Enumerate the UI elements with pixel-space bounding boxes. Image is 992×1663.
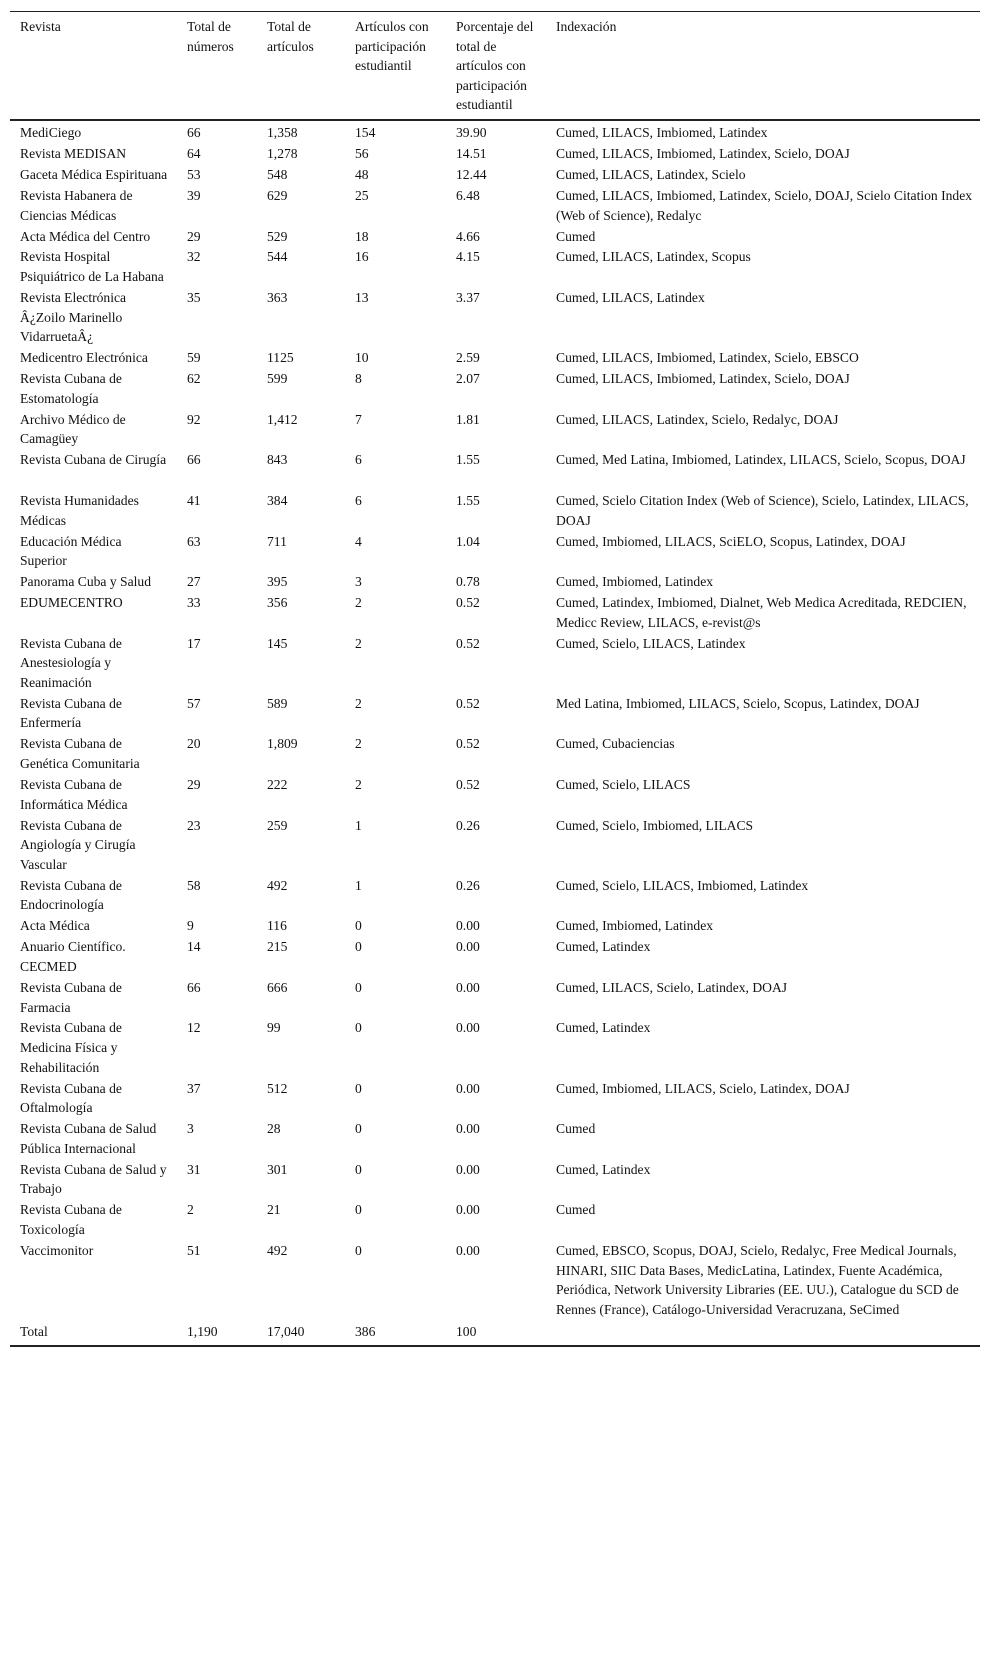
table-row <box>10 186 980 227</box>
cell-total-numeros: 29 <box>187 777 201 793</box>
table-row <box>10 369 980 410</box>
cell-revista: Revista Humanidades Médicas <box>20 492 139 528</box>
cell-total-numeros: 3 <box>187 1121 194 1137</box>
cell-articulos-participacion: 25 <box>355 187 369 203</box>
table-row <box>10 120 980 144</box>
cell-indexacion: Cumed, Med Latina, Imbiomed, Latindex, LILACS, Scielo, Scopus, DOAJ <box>556 452 966 468</box>
cell-articulos-participacion: 2 <box>355 635 362 651</box>
cell-revista: Revista Cubana de Enfermería <box>20 695 122 731</box>
cell-porcentaje: 0.26 <box>456 817 480 833</box>
cell-total-numeros: 35 <box>187 290 201 306</box>
cell-total-numeros: 58 <box>187 877 201 893</box>
cell-articulos-participacion: 0 <box>355 1080 362 1096</box>
cell-indexacion: Cumed, LILACS, Latindex, Scopus <box>556 249 751 265</box>
cell-porcentaje: 1.81 <box>456 411 480 427</box>
cell-total-numeros: 27 <box>187 574 201 590</box>
cell-articulos-participacion: 18 <box>355 228 369 244</box>
cell-indexacion: Cumed, Latindex <box>556 939 651 955</box>
cell-indexacion: Cumed, Imbiomed, Latindex <box>556 574 714 590</box>
table-body <box>10 120 980 1321</box>
cell-total-numeros: 92 <box>187 411 201 427</box>
cell-revista: Revista Cubana de Farmacia <box>20 979 122 1015</box>
table-header <box>10 12 980 120</box>
cell-revista: Revista Cubana de Salud Pública Internacional <box>20 1121 157 1156</box>
cell-total-articulos: 529 <box>267 228 288 244</box>
cell-total-articulos: 356 <box>267 595 288 611</box>
table-row <box>10 450 980 491</box>
cell-indexacion: Cumed, Scielo, LILACS, Latindex <box>556 635 746 651</box>
cell-articulos-participacion: 3 <box>355 574 362 590</box>
cell-total-numeros: 12 <box>187 1020 201 1036</box>
cell-total-articulos: 1,358 <box>267 124 298 140</box>
table-row <box>10 775 980 816</box>
cell-indexacion: Cumed, Latindex, Imbiomed, Dialnet, Web Medica Acreditada, REDCIEN, Medicc Review, LILACS, e-revist@s <box>556 595 967 630</box>
cell-indexacion: Cumed <box>556 228 596 244</box>
cell-total-numeros: 32 <box>187 249 201 265</box>
cell-total-numeros: 64 <box>187 145 201 161</box>
cell-indexacion: Cumed, LILACS, Latindex <box>556 290 705 306</box>
cell-revista: Revista Cubana de Cirugía <box>20 452 167 468</box>
cell-total-articulos: 711 <box>267 533 287 549</box>
cell-total-numeros: 63 <box>187 533 201 549</box>
header-articulos-participacion: Artículos con participación estudiantil <box>345 12 446 120</box>
cell-articulos-participacion: 1 <box>355 817 362 833</box>
cell-revista: Acta Médica <box>20 918 90 934</box>
table-row <box>10 1079 980 1120</box>
table-row <box>10 227 980 248</box>
cell-indexacion: Cumed, Cubaciencias <box>556 736 675 752</box>
cell-total-numeros: 51 <box>187 1242 201 1258</box>
header-indexacion: Indexación <box>546 12 980 120</box>
cell-revista: Revista Cubana de Salud y Trabajo <box>20 1161 167 1197</box>
cell-porcentaje: 3.37 <box>456 290 480 306</box>
cell-total-articulos: 28 <box>267 1121 281 1137</box>
cell-total-numeros: 66 <box>187 124 201 140</box>
cell-indexacion: Cumed, Imbiomed, LILACS, SciELO, Scopus, Latindex, DOAJ <box>556 533 906 549</box>
cell-total-articulos: 116 <box>267 918 287 934</box>
cell-articulos-participacion: 0 <box>355 979 362 995</box>
cell-total-numeros: 59 <box>187 350 201 366</box>
cell-total-articulos: 215 <box>267 939 288 955</box>
cell-porcentaje: 1.55 <box>456 452 480 468</box>
total-row <box>10 1321 980 1347</box>
cell-total-numeros: 41 <box>187 492 201 508</box>
cell-indexacion: Cumed, LILACS, Scielo, Latindex, DOAJ <box>556 979 788 995</box>
cell-porcentaje: 0.00 <box>456 1202 480 1218</box>
cell-porcentaje: 0.00 <box>456 939 480 955</box>
table-row <box>10 1018 980 1078</box>
cell-total-articulos: 599 <box>267 371 288 387</box>
table-row <box>10 1241 980 1321</box>
total-participacion: 386 <box>345 1321 446 1347</box>
table-row <box>10 491 980 532</box>
table-row <box>10 165 980 186</box>
cell-total-numeros: 37 <box>187 1080 201 1096</box>
cell-porcentaje: 1.55 <box>456 492 480 508</box>
cell-total-numeros: 23 <box>187 817 201 833</box>
cell-total-articulos: 145 <box>267 635 288 651</box>
cell-indexacion: Cumed, LILACS, Latindex, Scielo, Redalyc, DOAJ <box>556 411 839 427</box>
table-row <box>10 816 980 876</box>
cell-revista: Revista Cubana de Medicina Física y Rehabilitación <box>20 1020 122 1075</box>
journals-table <box>10 11 980 1347</box>
cell-porcentaje: 14.51 <box>456 145 487 161</box>
cell-total-articulos: 492 <box>267 1242 288 1258</box>
cell-articulos-participacion: 6 <box>355 452 362 468</box>
cell-revista: EDUMECENTRO <box>20 595 123 611</box>
cell-total-numeros: 53 <box>187 166 201 182</box>
cell-articulos-participacion: 48 <box>355 166 369 182</box>
cell-revista: Revista MEDISAN <box>20 145 127 161</box>
cell-articulos-participacion: 6 <box>355 492 362 508</box>
cell-porcentaje: 0.52 <box>456 736 480 752</box>
cell-total-articulos: 395 <box>267 574 288 590</box>
cell-total-numeros: 2 <box>187 1202 194 1218</box>
cell-porcentaje: 12.44 <box>456 166 487 182</box>
total-articulos: 17,040 <box>257 1321 345 1347</box>
cell-revista: Acta Médica del Centro <box>20 228 151 244</box>
cell-porcentaje: 0.52 <box>456 777 480 793</box>
cell-revista: Revista Cubana de Endocrinología <box>20 877 122 913</box>
cell-indexacion: Cumed, LILACS, Imbiomed, Latindex <box>556 124 768 140</box>
cell-articulos-participacion: 2 <box>355 777 362 793</box>
cell-articulos-participacion: 13 <box>355 290 369 306</box>
cell-indexacion: Cumed, LILACS, Imbiomed, Latindex, Scielo, DOAJ, Scielo Citation Index (Web of Science), Redalyc <box>556 187 973 223</box>
table-row <box>10 734 980 775</box>
cell-total-numeros: 66 <box>187 979 201 995</box>
table-row <box>10 634 980 694</box>
table-row <box>10 247 980 288</box>
cell-revista: MediCiego <box>20 124 82 140</box>
cell-revista: Vaccimonitor <box>20 1242 94 1258</box>
cell-total-articulos: 548 <box>267 166 288 182</box>
cell-total-numeros: 57 <box>187 695 201 711</box>
header-total-articulos: Total de artículos <box>257 12 345 120</box>
cell-porcentaje: 2.59 <box>456 350 480 366</box>
cell-total-numeros: 39 <box>187 187 201 203</box>
total-porcentaje: 100 <box>446 1321 546 1347</box>
cell-porcentaje: 0.78 <box>456 574 480 590</box>
cell-articulos-participacion: 0 <box>355 1202 362 1218</box>
cell-revista: Revista Cubana de Toxicología <box>20 1202 122 1237</box>
cell-articulos-participacion: 2 <box>355 595 362 611</box>
cell-porcentaje: 39.90 <box>456 124 487 140</box>
cell-indexacion: Cumed, Imbiomed, Latindex <box>556 918 714 934</box>
cell-revista: Panorama Cuba y Salud <box>20 574 152 590</box>
cell-indexacion: Cumed, Imbiomed, LILACS, Scielo, Latindex, DOAJ <box>556 1080 850 1096</box>
cell-articulos-participacion: 0 <box>355 939 362 955</box>
cell-articulos-participacion: 56 <box>355 145 369 161</box>
cell-total-articulos: 1125 <box>267 350 294 366</box>
cell-porcentaje: 0.26 <box>456 877 480 893</box>
table-row <box>10 1160 980 1201</box>
cell-articulos-participacion: 0 <box>355 1242 362 1258</box>
cell-indexacion: Cumed, Latindex <box>556 1161 651 1177</box>
cell-articulos-participacion: 2 <box>355 736 362 752</box>
header-total-numeros: Total de números <box>177 12 257 120</box>
cell-porcentaje: 0.52 <box>456 595 480 611</box>
cell-porcentaje: 0.00 <box>456 1242 480 1258</box>
table-row <box>10 978 980 1019</box>
cell-porcentaje: 0.52 <box>456 695 480 711</box>
cell-total-articulos: 1,412 <box>267 411 298 427</box>
cell-indexacion: Cumed, Latindex <box>556 1020 651 1036</box>
table-footer <box>10 1321 980 1347</box>
table-row <box>10 593 980 634</box>
cell-total-articulos: 1,278 <box>267 145 298 161</box>
cell-indexacion: Med Latina, Imbiomed, LILACS, Scielo, Scopus, Latindex, DOAJ <box>556 695 920 711</box>
cell-indexacion: Cumed, EBSCO, Scopus, DOAJ, Scielo, Redalyc, Free Medical Journals, HINARI, SIIC Data Bases, MedicLatina, Latindex, Fuente Académica, Periódica, Network University Libraries (EE. UU.), Catalogue du SCD de Rennes (France), Catálogo-Universidad Veracruzana, SeCimed <box>556 1242 959 1317</box>
table-row <box>10 937 980 978</box>
cell-revista: Anuario Científico. CECMED <box>20 939 126 974</box>
table-row <box>10 876 980 917</box>
cell-total-numeros: 20 <box>187 736 201 752</box>
cell-indexacion: Cumed, Scielo, LILACS, Imbiomed, Latindex <box>556 877 809 893</box>
cell-revista: Revista Cubana de Genética Comunitaria <box>20 736 140 772</box>
cell-articulos-participacion: 0 <box>355 918 362 934</box>
header-row <box>10 12 980 120</box>
cell-total-numeros: 31 <box>187 1161 201 1177</box>
cell-porcentaje: 0.00 <box>456 1020 480 1036</box>
cell-total-articulos: 363 <box>267 290 288 306</box>
cell-revista: Medicentro Electrónica <box>20 350 148 366</box>
cell-total-numeros: 14 <box>187 939 201 955</box>
cell-total-numeros: 33 <box>187 595 201 611</box>
cell-total-articulos: 259 <box>267 817 288 833</box>
cell-revista: Revista Habanera de Ciencias Médicas <box>20 187 133 223</box>
cell-total-articulos: 1,809 <box>267 736 298 752</box>
cell-total-numeros: 66 <box>187 452 201 468</box>
cell-total-articulos: 666 <box>267 979 288 995</box>
cell-indexacion: Cumed, LILACS, Imbiomed, Latindex, Scielo, EBSCO <box>556 350 859 366</box>
cell-revista: Revista Electrónica Â¿Zoilo Marinello VidarruetaÂ¿ <box>20 290 127 345</box>
cell-revista: Educación Médica Superior <box>20 533 122 569</box>
table-row <box>10 916 980 937</box>
cell-indexacion: Cumed <box>556 1121 596 1137</box>
cell-total-articulos: 629 <box>267 187 288 203</box>
cell-porcentaje: 0.00 <box>456 918 480 934</box>
cell-articulos-participacion: 0 <box>355 1161 362 1177</box>
cell-articulos-participacion: 4 <box>355 533 362 549</box>
cell-porcentaje: 2.07 <box>456 371 480 387</box>
cell-porcentaje: 0.00 <box>456 979 480 995</box>
total-numeros: 1,190 <box>177 1321 257 1347</box>
cell-porcentaje: 0.00 <box>456 1080 480 1096</box>
table-row <box>10 532 980 573</box>
cell-total-articulos: 589 <box>267 695 288 711</box>
cell-total-articulos: 512 <box>267 1080 288 1096</box>
cell-porcentaje: 0.52 <box>456 635 480 651</box>
cell-porcentaje: 0.00 <box>456 1161 480 1177</box>
cell-revista: Revista Hospital Psiquiátrico de La Habana <box>20 249 164 285</box>
table-row <box>10 410 980 451</box>
cell-articulos-participacion: 7 <box>355 411 362 427</box>
cell-total-articulos: 384 <box>267 492 288 508</box>
table-row <box>10 1200 980 1241</box>
cell-articulos-participacion: 0 <box>355 1020 362 1036</box>
cell-total-articulos: 99 <box>267 1020 281 1036</box>
table-row <box>10 288 980 348</box>
cell-revista: Gaceta Médica Espirituana <box>20 166 168 182</box>
cell-indexacion: Cumed, Scielo, LILACS <box>556 777 691 793</box>
cell-total-articulos: 222 <box>267 777 288 793</box>
cell-revista: Revista Cubana de Anestesiología y Reanimación <box>20 635 122 690</box>
cell-articulos-participacion: 10 <box>355 350 369 366</box>
cell-total-numeros: 62 <box>187 371 201 387</box>
cell-articulos-participacion: 154 <box>355 124 376 140</box>
cell-indexacion: Cumed <box>556 1202 596 1218</box>
cell-revista: Revista Cubana de Estomatología <box>20 371 122 406</box>
table-row <box>10 694 980 735</box>
cell-total-numeros: 17 <box>187 635 201 651</box>
cell-total-articulos: 492 <box>267 877 288 893</box>
cell-indexacion: Cumed, LILACS, Imbiomed, Latindex, Scielo, DOAJ <box>556 145 850 161</box>
total-indexacion <box>546 1321 980 1347</box>
table-row <box>10 572 980 593</box>
cell-articulos-participacion: 0 <box>355 1121 362 1137</box>
table-row <box>10 144 980 165</box>
cell-revista: Revista Cubana de Oftalmología <box>20 1080 122 1116</box>
cell-porcentaje: 0.00 <box>456 1121 480 1137</box>
cell-total-articulos: 544 <box>267 249 288 265</box>
cell-indexacion: Cumed, Scielo Citation Index (Web of Science), Scielo, Latindex, LILACS, DOAJ <box>556 492 969 528</box>
cell-porcentaje: 4.66 <box>456 228 480 244</box>
cell-articulos-participacion: 8 <box>355 371 362 387</box>
cell-articulos-participacion: 1 <box>355 877 362 893</box>
total-label: Total <box>10 1321 177 1347</box>
cell-total-articulos: 21 <box>267 1202 281 1218</box>
cell-revista: Revista Cubana de Angiología y Cirugía Vascular <box>20 817 136 872</box>
cell-porcentaje: 1.04 <box>456 533 480 549</box>
header-porcentaje: Porcentaje del total de artículos con participación estudiantil <box>446 12 546 120</box>
cell-articulos-participacion: 16 <box>355 249 369 265</box>
cell-total-articulos: 843 <box>267 452 288 468</box>
cell-total-articulos: 301 <box>267 1161 288 1177</box>
cell-indexacion: Cumed, LILACS, Imbiomed, Latindex, Scielo, DOAJ <box>556 371 850 387</box>
cell-revista: Revista Cubana de Informática Médica <box>20 777 128 812</box>
table-row <box>10 348 980 369</box>
cell-total-numeros: 9 <box>187 918 194 934</box>
table-row <box>10 1119 980 1160</box>
cell-indexacion: Cumed, LILACS, Latindex, Scielo <box>556 166 746 182</box>
cell-articulos-participacion: 2 <box>355 695 362 711</box>
cell-total-numeros: 29 <box>187 228 201 244</box>
cell-indexacion: Cumed, Scielo, Imbiomed, LILACS <box>556 817 754 833</box>
cell-porcentaje: 4.15 <box>456 249 480 265</box>
cell-revista: Archivo Médico de Camagüey <box>20 411 126 447</box>
header-revista: Revista <box>10 12 177 120</box>
cell-porcentaje: 6.48 <box>456 187 480 203</box>
